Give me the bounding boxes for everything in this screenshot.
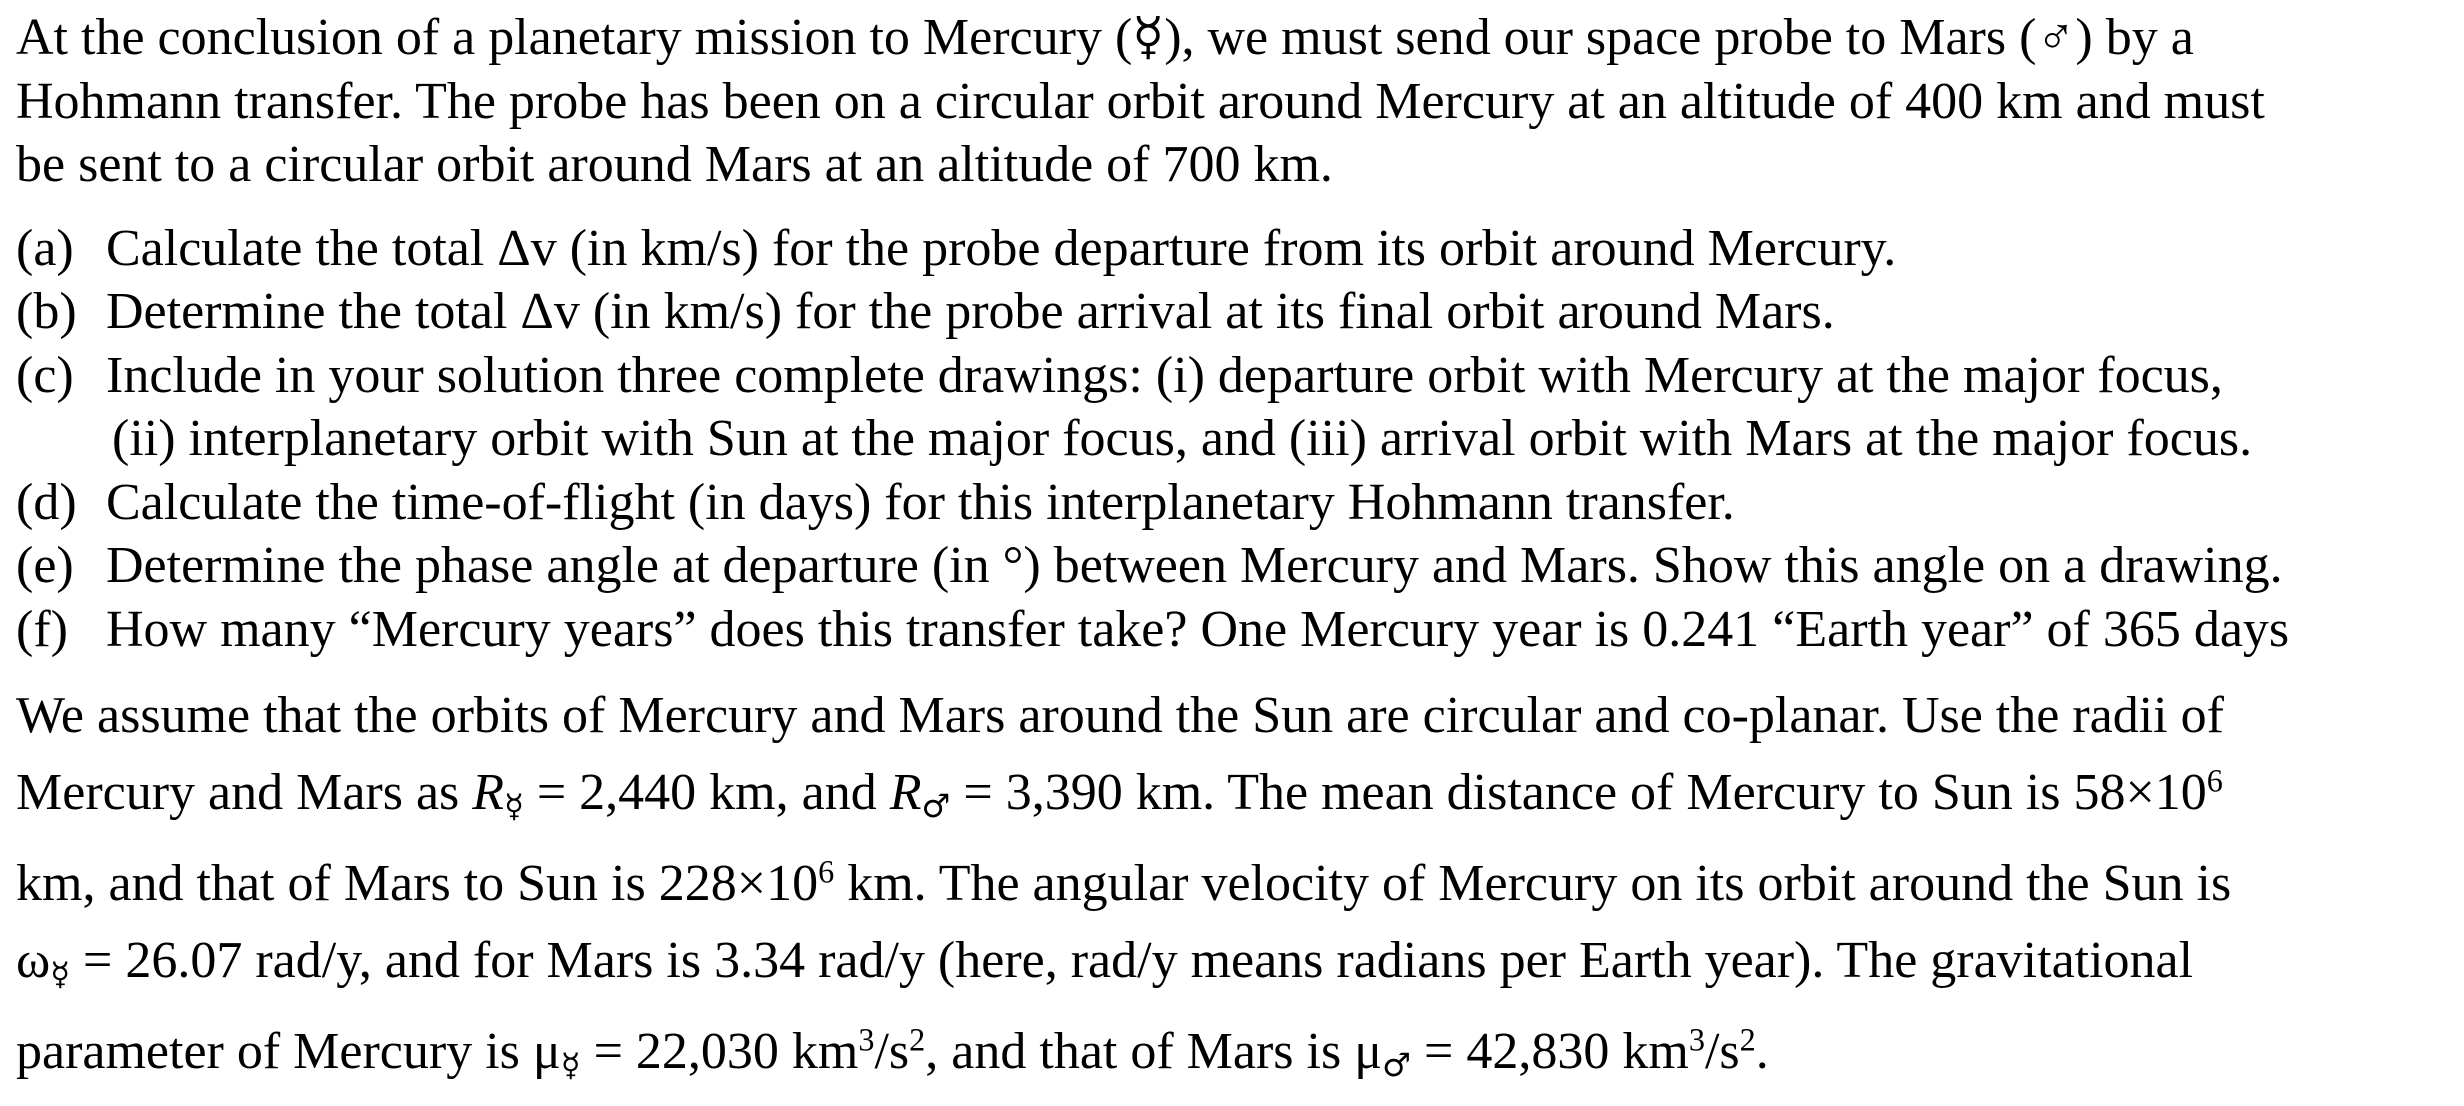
question-label: (c)	[16, 346, 74, 404]
question-item	[16, 598, 2456, 662]
question-label: (e)	[16, 537, 74, 594]
assumptions-line: Mercury and Mars as $R_☿ = 2,440$ km, and $R_♂ = 3,390$ km. The mean distance of Mercury to Sun is $58\times 10^6$	[16, 762, 2223, 826]
assumptions-line: km, and that of Mars to Sun is $228\times 10^6$ km. The angular velocity of Mercury on its orbit around the Sun is	[16, 853, 2232, 913]
question-label: (a)	[16, 219, 74, 277]
intro-line: Hohmann transfer. The probe has been on a circular orbit around Mercury at an altitude of 400 km and must	[16, 72, 2265, 130]
question-label: (d)	[16, 473, 77, 531]
question-item	[16, 217, 2456, 281]
assumptions-line: parameter of Mercury is $\mu_☿ = 22,030$ $km^3/s^2$, and that of Mars is $\mu_♂ = 42,830$ $km^3/s^2$.	[16, 1021, 1769, 1085]
mercury-symbol: ☿	[560, 1046, 581, 1085]
question-item	[16, 344, 2456, 471]
question-text: How many “Mercury years” does this transfer take? One Mercury year is 0.241 “Earth year” of 365 days	[106, 600, 2290, 658]
question-item	[16, 471, 2456, 535]
question-item	[16, 534, 2456, 598]
question-text: Determine the phase angle at departure (in °) between Mercury and Mars. Show this angle on a drawing.	[106, 537, 2283, 594]
question-text: Include in your solution three complete drawings: (i) departure orbit with Mercury at the major focus,	[106, 346, 2223, 404]
intro-line: At the conclusion of a planetary mission to Mercury (☿), we must send our space probe to Mars (♂) by a	[16, 9, 2194, 66]
mars-symbol: ♂	[921, 787, 951, 826]
question-text: (ii) interplanetary orbit with Sun at the major focus, and (iii) arrival orbit with Mars at the major focus.	[112, 410, 2253, 467]
question-text: Calculate the total Δv (in km/s) for the probe departure from its orbit around Mercury.	[106, 219, 1897, 277]
intro-line: be sent to a circular orbit around Mars at an altitude of 700 km.	[16, 136, 1333, 193]
assumptions-line: $\omega_☿ = 26.07$ rad/y, and for Mars is 3.34 rad/y (here, rad/y means radians per Earth year). The gravitational	[16, 932, 2194, 994]
mercury-symbol: ☿	[50, 955, 71, 994]
assumptions-paragraph	[16, 677, 2456, 1104]
problem-document	[16, 6, 2456, 1104]
mercury-symbol: ☿	[504, 787, 524, 826]
assumptions-line: We assume that the orbits of Mercury and Mars around the Sun are circular and co-planar. Use the radii of	[16, 687, 2224, 744]
question-label: (b)	[16, 283, 77, 340]
intro-paragraph	[16, 6, 2456, 197]
question-label: (f)	[16, 600, 68, 658]
question-list	[16, 217, 2456, 662]
mars-symbol: ♂	[1382, 1046, 1412, 1085]
question-text: Calculate the time-of-flight (in days) for this interplanetary Hohmann transfer.	[106, 473, 1735, 531]
question-item	[16, 280, 2456, 344]
question-text: Determine the total Δv (in km/s) for the probe arrival at its final orbit around Mars.	[106, 283, 1835, 340]
